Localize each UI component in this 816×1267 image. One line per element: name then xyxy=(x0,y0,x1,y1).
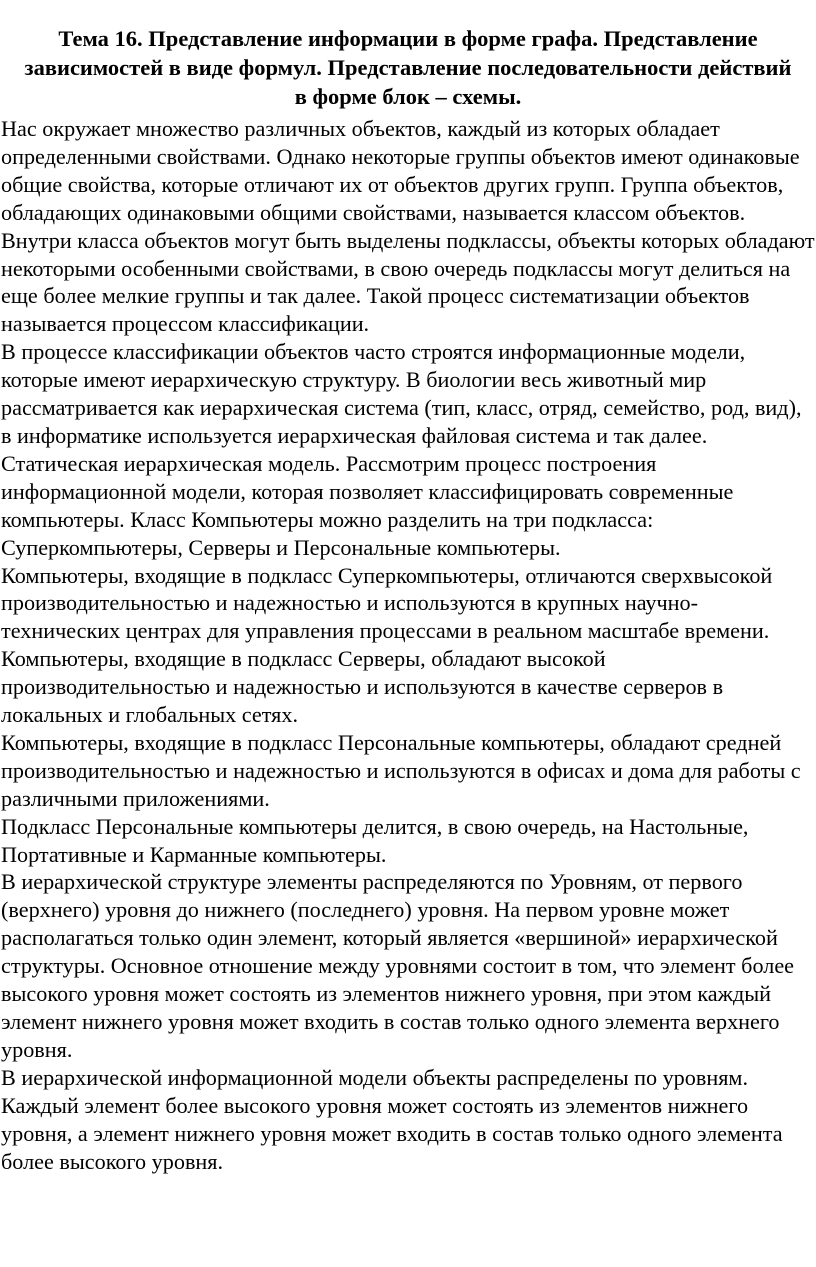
paragraph: Компьютеры, входящие в подкласс Суперкомпьютеры, отличаются сверхвысокой производительностью и надежностью и используются в крупных научно-технических центрах для управления процессами в реальном масштабе времени. xyxy=(1,562,773,644)
paragraph: Статическая иерархическая модель. Рассмотрим процесс построения информационной модели, которая позволяет классифицировать современные компьютеры. Класс Компьютеры можно разделить на три подкласса: Суперкомпьютеры, Серверы и Персональные компьютеры. xyxy=(1,450,734,560)
paragraph: Компьютеры, входящие в подкласс Серверы, обладают высокой производительностью и надежностью и используются в качестве серверов в локальных и глобальных сетях. xyxy=(1,646,724,728)
paragraph: В иерархической информационной модели объекты распределены по уровням. Каждый элемент более высокого уровня может состоять из элементов нижнего уровня, а элемент нижнего уровня может входить в состав только одного элемента более высокого уровня. xyxy=(1,1064,783,1174)
paragraph: Компьютеры, входящие в подкласс Персональные компьютеры, обладают средней производительностью и надежностью и используются в офисах и дома для работы с различными приложениями. xyxy=(1,729,801,811)
paragraph: Нас окружает множество различных объектов, каждый из которых обладает определенными свойствами. Однако некоторые группы объектов имеют одинаковые общие свойства, которые отличают их от объектов других групп. Группа объектов, обладающих одинаковыми общими свойствами, называется классом объектов. Внутри класса объектов могут быть выделены подклассы, объекты которых обладают некоторыми особенными свойствами, в свою очередь подклассы могут делиться на еще более мелкие группы и так далее. Такой процесс систематизации объектов называется процессом классификации. xyxy=(1,116,815,337)
paragraph: Подкласс Персональные компьютеры делится, в свою очередь, на Настольные, Портативные и Карманные компьютеры. xyxy=(1,813,749,867)
paragraph: В иерархической структуре элементы распределяются по Уровням, от первого (верхнего) уровня до нижнего (последнего) уровня. На первом уровне может располагаться только один элемент, который является «вершиной» иерархической структуры. Основное отношение между уровнями состоит в том, что элемент более высокого уровня может состоять из элементов нижнего уровня, при этом каждый элемент нижнего уровня может входить в состав только одного элемента верхнего уровня. xyxy=(1,869,795,1062)
document-body xyxy=(1,115,816,1175)
document-title: Тема 16. Представление информации в форме графа. Представление зависимостей в виде формул. Представление последовательности действий в форме блок – схемы. xyxy=(24,26,792,109)
paragraph: В процессе классификации объектов часто строятся информационные модели, которые имеют иерархическую структуру. В биологии весь животный мир рассматривается как иерархическая система (тип, класс, отряд, семейство, род, вид), в информатике используется иерархическая файловая система и так далее. xyxy=(1,339,802,448)
